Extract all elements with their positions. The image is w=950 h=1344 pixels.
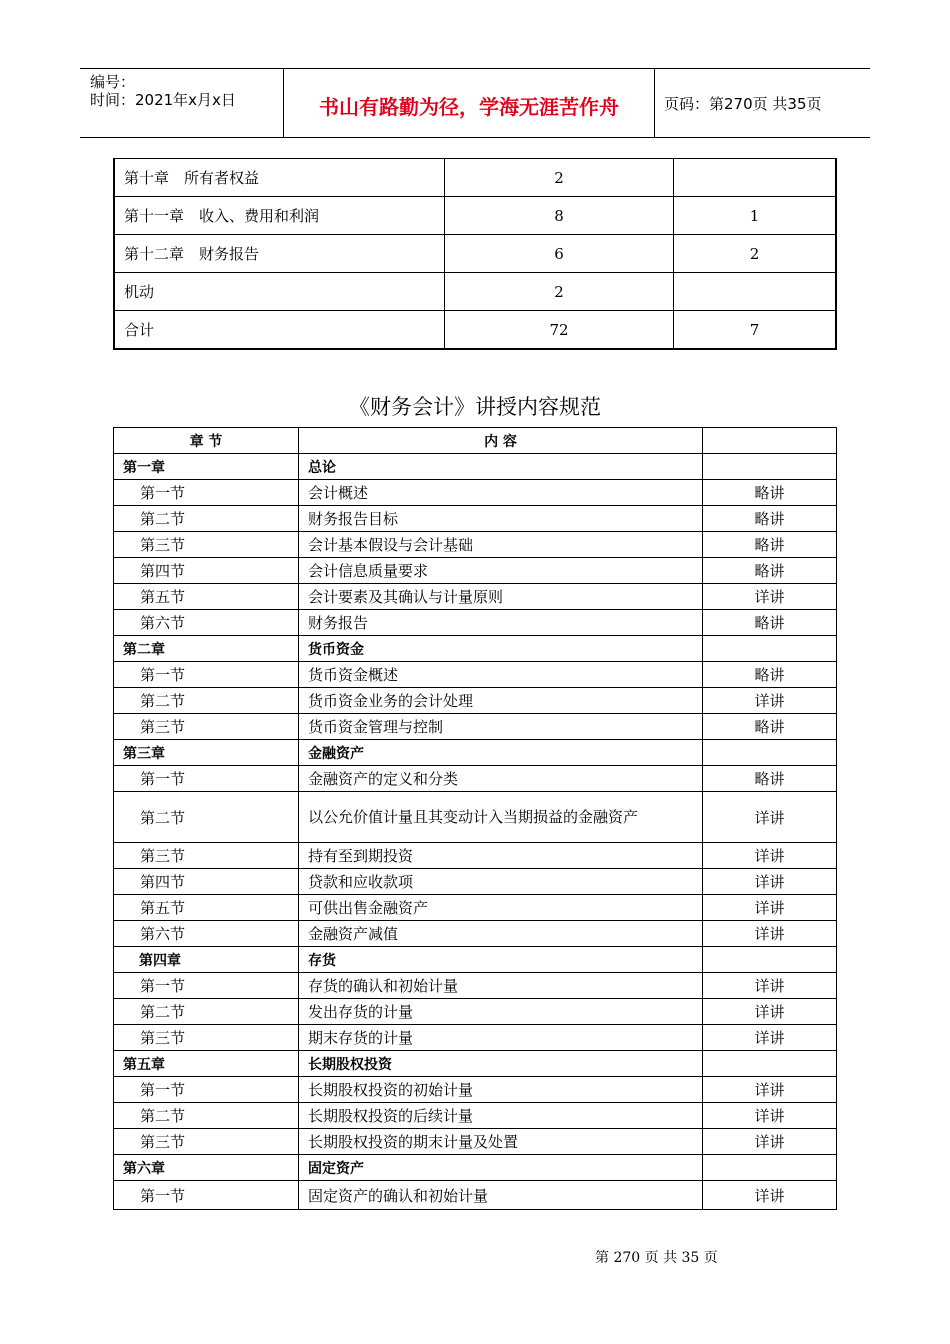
header-meta	[80, 69, 283, 137]
table-row	[114, 273, 836, 311]
section-cell: 第五节	[114, 895, 299, 921]
section-cell: 第三节	[114, 1129, 299, 1155]
content-cell: 会计信息质量要求	[299, 558, 703, 584]
level-cell: 详讲	[703, 921, 837, 947]
table-row	[114, 506, 837, 532]
chapter-row	[114, 1051, 837, 1077]
time-label: 时间：2021年x月x日	[90, 91, 236, 109]
table-row	[114, 480, 837, 506]
level-cell: 详讲	[703, 1129, 837, 1155]
hours-table	[113, 158, 837, 350]
table-row	[114, 843, 837, 869]
section-cell: 第六节	[114, 921, 299, 947]
level-cell: 详讲	[703, 1103, 837, 1129]
chapter-row	[114, 454, 837, 480]
content-cell: 固定资产	[299, 1155, 703, 1181]
syllabus-title: 《财务会计》讲授内容规范	[349, 395, 601, 419]
table-row	[114, 714, 837, 740]
table-row	[114, 869, 837, 895]
content-cell: 长期股权投资的初始计量	[299, 1077, 703, 1103]
level-cell: 略讲	[703, 532, 837, 558]
section-cell: 第六章	[114, 1155, 299, 1181]
syllabus-table	[113, 427, 837, 1210]
content-cell: 货币资金概述	[299, 662, 703, 688]
level-cell: 略讲	[703, 766, 837, 792]
table-row	[114, 766, 837, 792]
level-cell: 略讲	[703, 714, 837, 740]
footer-page-number: 第 270 页 共 35 页	[595, 1250, 718, 1266]
table-row	[114, 235, 836, 273]
hours-cell: 2	[445, 159, 674, 197]
content-cell: 以公允价值计量且其变动计入当期损益的金融资产	[299, 792, 703, 843]
section-cell: 第四节	[114, 558, 299, 584]
table-row	[114, 159, 836, 197]
section-cell: 第四章	[114, 947, 299, 973]
section-cell: 第一节	[114, 1077, 299, 1103]
table-row	[114, 558, 837, 584]
level-cell: 详讲	[703, 1025, 837, 1051]
section-cell: 第六节	[114, 610, 299, 636]
level-cell	[703, 636, 837, 662]
level-cell	[703, 1051, 837, 1077]
table-row	[114, 197, 836, 235]
table-row	[114, 999, 837, 1025]
header-motto-cell	[283, 69, 655, 137]
level-cell: 详讲	[703, 895, 837, 921]
level-cell: 详讲	[703, 1077, 837, 1103]
section-cell: 第一章	[114, 454, 299, 480]
practice-cell: 7	[674, 311, 837, 350]
level-cell: 详讲	[703, 1181, 837, 1210]
table-row	[114, 1181, 837, 1210]
chapter-cell: 第十一章 收入、费用和利润	[114, 197, 445, 235]
practice-cell: 2	[674, 235, 837, 273]
level-cell: 详讲	[703, 843, 837, 869]
table-row	[114, 584, 837, 610]
level-cell: 略讲	[703, 558, 837, 584]
section-cell: 第二节	[114, 792, 299, 843]
level-cell: 详讲	[703, 792, 837, 843]
section-cell: 第三节	[114, 843, 299, 869]
table-row	[114, 1025, 837, 1051]
section-cell: 第一节	[114, 973, 299, 999]
content-cell: 货币资金业务的会计处理	[299, 688, 703, 714]
content-cell: 会计概述	[299, 480, 703, 506]
content-cell: 长期股权投资	[299, 1051, 703, 1077]
motto-text: 书山有路勤为径，学海无涯苦作舟	[319, 95, 619, 119]
section-cell: 第二节	[114, 688, 299, 714]
section-cell: 第一节	[114, 480, 299, 506]
content-cell: 财务报告目标	[299, 506, 703, 532]
level-cell: 详讲	[703, 688, 837, 714]
level-cell: 详讲	[703, 584, 837, 610]
page-header	[80, 68, 870, 138]
section-cell: 第二章	[114, 636, 299, 662]
chapter-row	[114, 740, 837, 766]
table-row	[114, 973, 837, 999]
table-row	[114, 610, 837, 636]
section-cell: 第三章	[114, 740, 299, 766]
level-cell: 略讲	[703, 506, 837, 532]
content-cell: 存货的确认和初始计量	[299, 973, 703, 999]
table-row	[114, 688, 837, 714]
content-cell: 长期股权投资的后续计量	[299, 1103, 703, 1129]
chapter-row	[114, 947, 837, 973]
chapter-cell: 第十二章 财务报告	[114, 235, 445, 273]
table-row	[114, 921, 837, 947]
table-row	[114, 1103, 837, 1129]
level-cell: 详讲	[703, 869, 837, 895]
content-cell: 会计基本假设与会计基础	[299, 532, 703, 558]
level-cell	[703, 947, 837, 973]
content-cell: 持有至到期投资	[299, 843, 703, 869]
section-cell: 第一节	[114, 1181, 299, 1210]
section-cell: 第五节	[114, 584, 299, 610]
header-content: 内 容	[299, 428, 703, 454]
level-cell: 略讲	[703, 662, 837, 688]
table-row	[114, 532, 837, 558]
level-cell	[703, 740, 837, 766]
level-cell: 详讲	[703, 999, 837, 1025]
content-cell: 总论	[299, 454, 703, 480]
content-cell: 金融资产减值	[299, 921, 703, 947]
header-level	[703, 428, 837, 454]
chapter-row	[114, 636, 837, 662]
practice-cell: 1	[674, 197, 837, 235]
section-cell: 第二节	[114, 1103, 299, 1129]
section-cell: 第三节	[114, 714, 299, 740]
table-row	[114, 311, 836, 350]
chapter-cell: 第十章 所有者权益	[114, 159, 445, 197]
hours-cell: 8	[445, 197, 674, 235]
level-cell: 详讲	[703, 973, 837, 999]
content-cell: 发出存货的计量	[299, 999, 703, 1025]
content-cell: 长期股权投资的期末计量及处置	[299, 1129, 703, 1155]
hours-cell: 2	[445, 273, 674, 311]
content-cell: 金融资产的定义和分类	[299, 766, 703, 792]
hours-cell: 6	[445, 235, 674, 273]
section-cell: 第一节	[114, 766, 299, 792]
table-row	[114, 1077, 837, 1103]
content-cell: 金融资产	[299, 740, 703, 766]
level-cell: 略讲	[703, 610, 837, 636]
content-cell: 可供出售金融资产	[299, 895, 703, 921]
content-cell: 期末存货的计量	[299, 1025, 703, 1051]
content-cell: 存货	[299, 947, 703, 973]
section-cell: 第一节	[114, 662, 299, 688]
section-cell: 第三节	[114, 532, 299, 558]
section-cell: 第四节	[114, 869, 299, 895]
content-cell: 财务报告	[299, 610, 703, 636]
section-cell: 第二节	[114, 506, 299, 532]
chapter-row	[114, 1155, 837, 1181]
content-cell: 固定资产的确认和初始计量	[299, 1181, 703, 1210]
section-cell: 第二节	[114, 999, 299, 1025]
header-section: 章 节	[114, 428, 299, 454]
table-row	[114, 895, 837, 921]
table-row	[114, 792, 837, 843]
level-cell	[703, 1155, 837, 1181]
level-cell: 略讲	[703, 480, 837, 506]
practice-cell	[674, 273, 837, 311]
practice-cell	[674, 159, 837, 197]
hours-cell: 72	[445, 311, 674, 350]
content-cell: 货币资金	[299, 636, 703, 662]
section-cell: 第三节	[114, 1025, 299, 1051]
content-cell: 会计要素及其确认与计量原则	[299, 584, 703, 610]
section-cell: 第五章	[114, 1051, 299, 1077]
level-cell	[703, 454, 837, 480]
number-label: 编号：	[90, 73, 136, 91]
table-header-row	[114, 428, 837, 454]
header-page-info: 页码：第270页 共35页	[664, 95, 822, 113]
content-cell: 贷款和应收款项	[299, 869, 703, 895]
table-row	[114, 662, 837, 688]
chapter-cell: 合计	[114, 311, 445, 350]
table-row	[114, 1129, 837, 1155]
chapter-cell: 机动	[114, 273, 445, 311]
content-cell: 货币资金管理与控制	[299, 714, 703, 740]
